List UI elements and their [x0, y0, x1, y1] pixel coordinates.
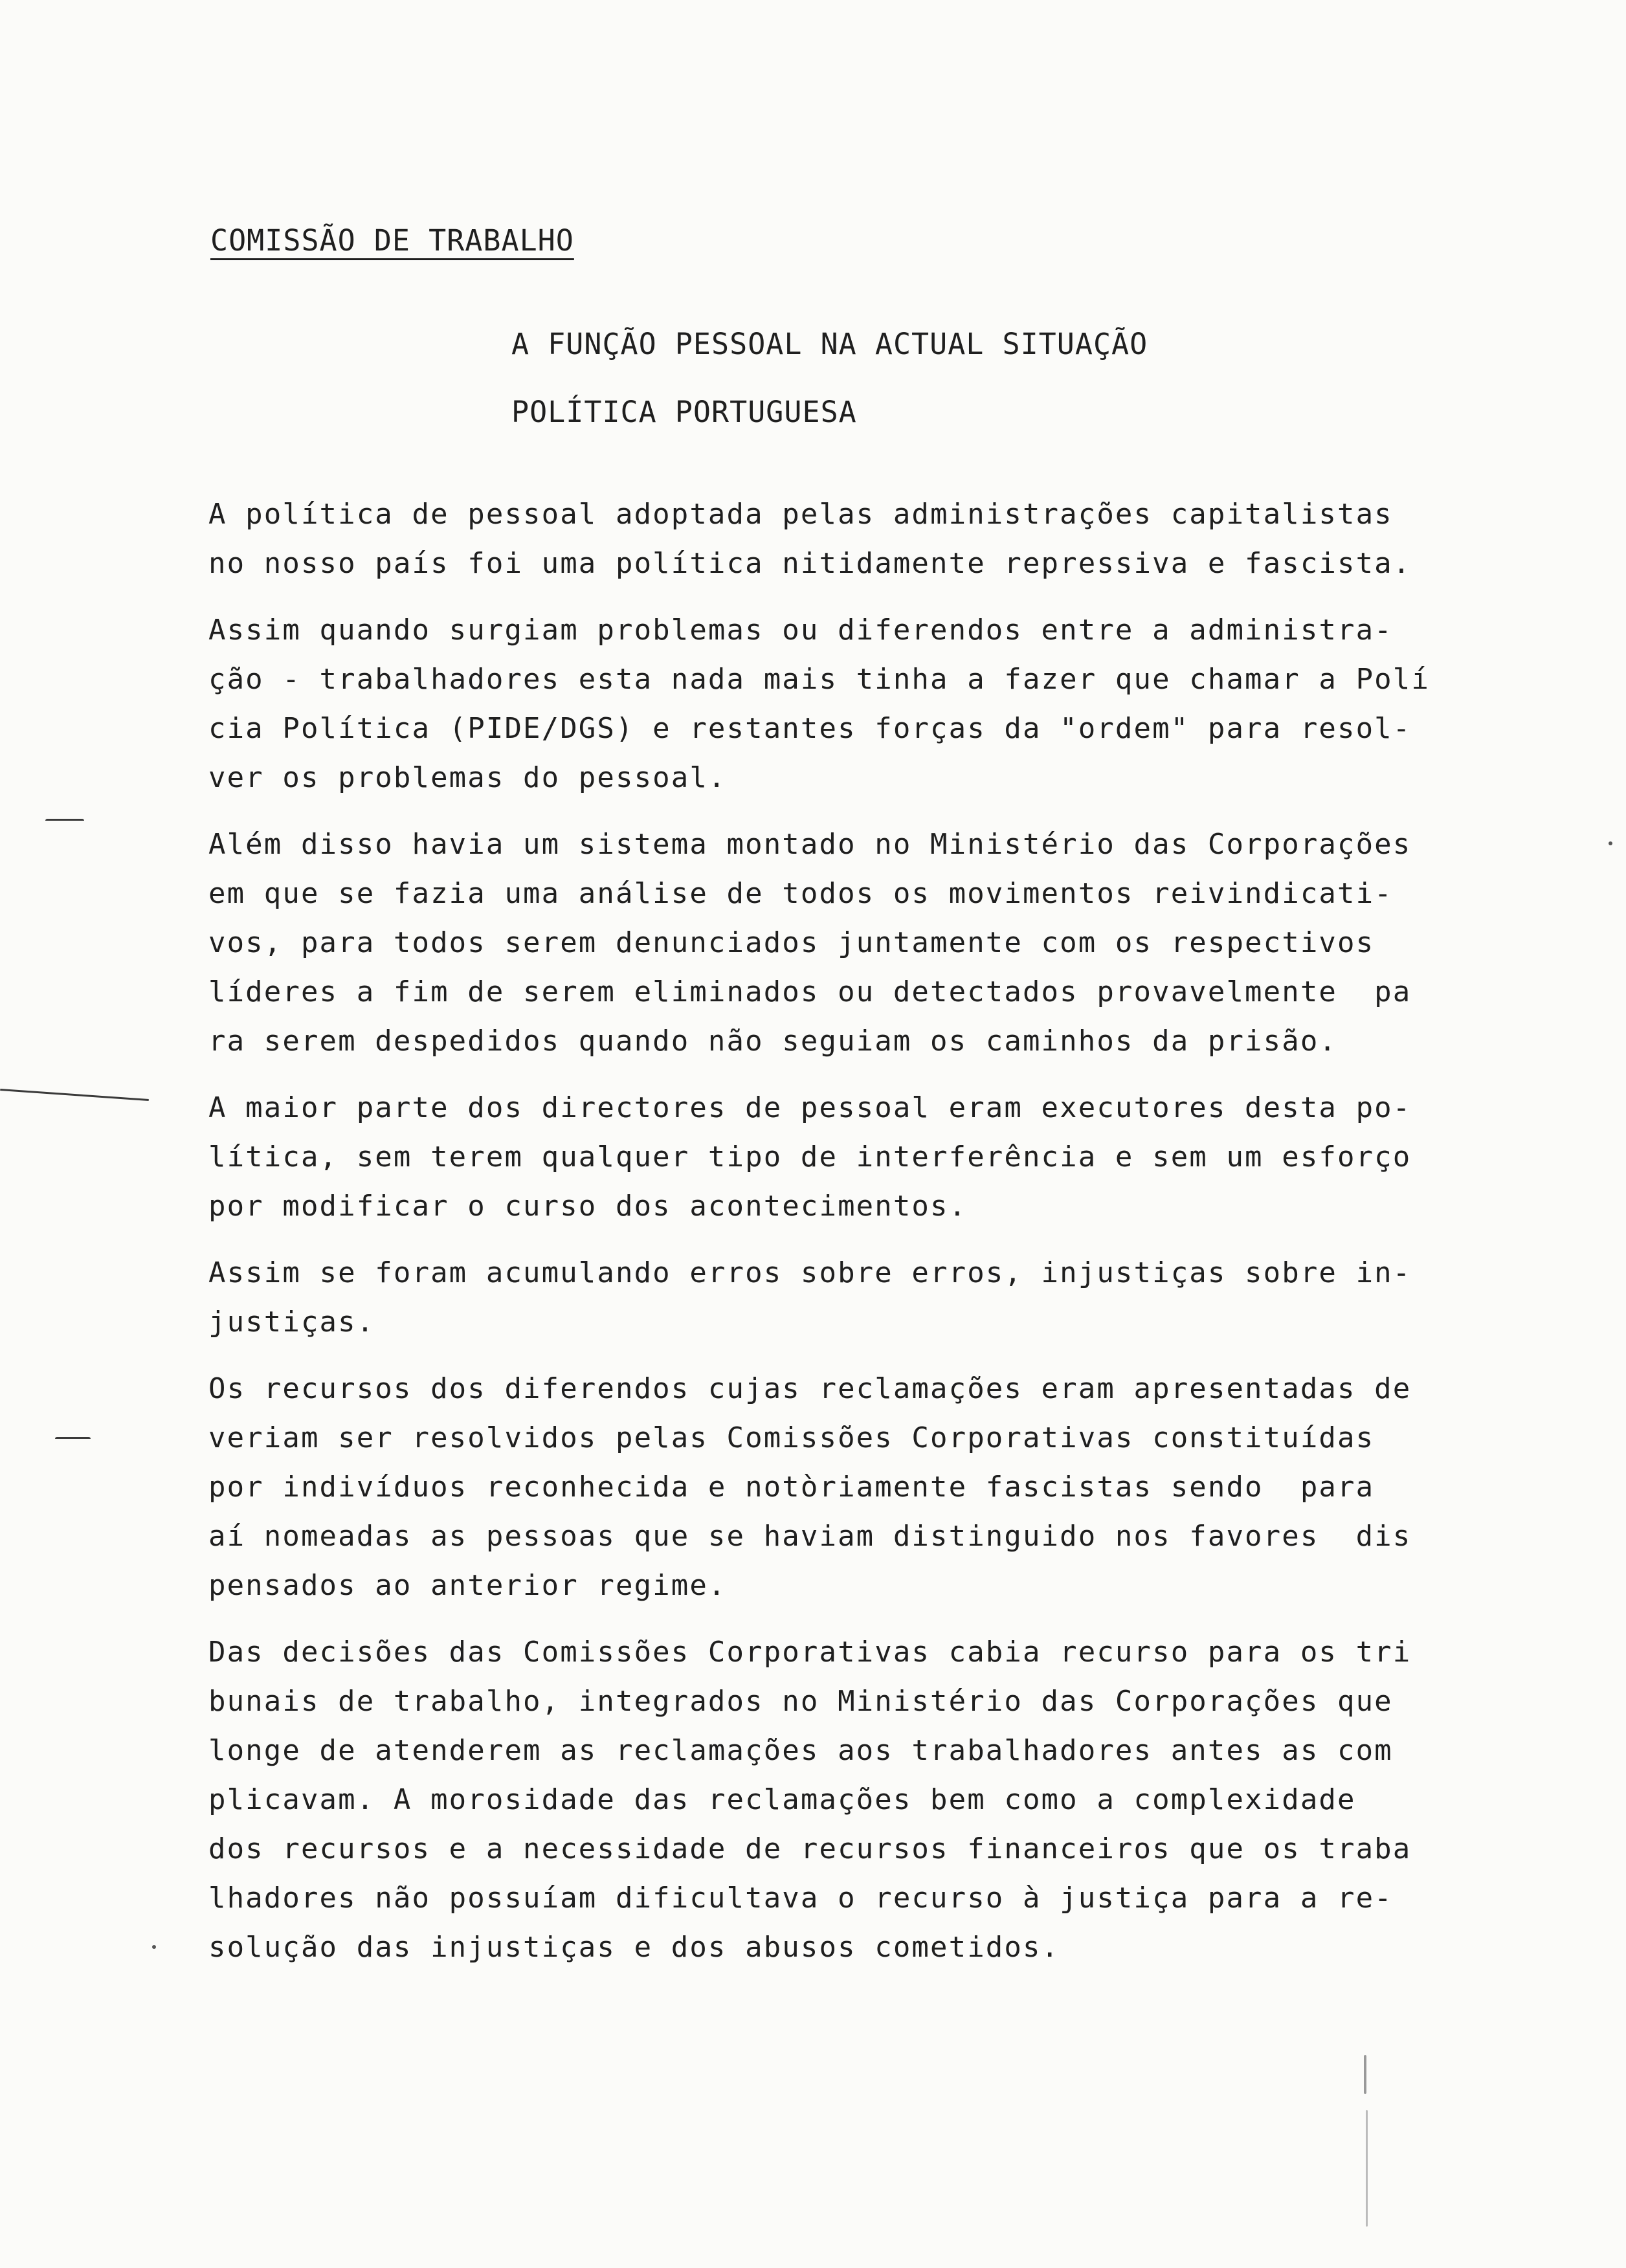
document-body	[208, 490, 1516, 1990]
document-title-line-1: A FUNÇÃO PESSOAL NA ACTUAL SITUAÇÃO	[511, 327, 1148, 361]
scan-artifact-mark	[45, 819, 84, 821]
text-line: longe de atenderem as reclamações aos trabalhadores antes as com	[208, 1734, 1393, 1767]
paragraph	[208, 820, 1516, 1066]
text-line: ver os problemas do pessoal.	[208, 761, 727, 794]
text-line: plicavam. A morosidade das reclamações bem como a complexidade	[208, 1783, 1356, 1816]
scan-artifact-speck	[1366, 2110, 1368, 2227]
text-line: Além disso havia um sistema montado no Ministério das Corporações	[208, 828, 1412, 861]
text-line: líderes a fim de serem eliminados ou detectados provavelmente pa	[208, 975, 1412, 1008]
text-line: em que se fazia uma análise de todos os movimentos reivindicati-	[208, 877, 1393, 910]
scan-artifact-mark	[0, 1089, 149, 1101]
text-line: ra serem despedidos quando não seguiam os caminhos da prisão.	[208, 1025, 1338, 1058]
text-line: pensados ao anterior regime.	[208, 1569, 727, 1602]
scan-artifact-mark	[55, 1437, 91, 1439]
text-line: A maior parte dos directores de pessoal eram executores desta po-	[208, 1091, 1412, 1124]
document-title-line-2: POLÍTICA PORTUGUESA	[511, 395, 857, 429]
text-line: Assim se foram acumulando erros sobre erros, injustiças sobre in-	[208, 1256, 1412, 1289]
text-line: aí nomeadas as pessoas que se haviam distinguido nos favores dis	[208, 1520, 1412, 1553]
text-line: ção - trabalhadores esta nada mais tinha a fazer que chamar a Polí	[208, 663, 1430, 696]
paragraph	[208, 1364, 1516, 1610]
text-line: veriam ser resolvidos pelas Comissões Corporativas constituídas	[208, 1421, 1375, 1454]
scan-artifact-speck	[1364, 2055, 1366, 2094]
text-line: lítica, sem terem qualquer tipo de interferência e sem um esforço	[208, 1140, 1412, 1173]
text-line: solução das injustiças e dos abusos cometidos.	[208, 1931, 1060, 1964]
text-line: dos recursos e a necessidade de recursos financeiros que os traba	[208, 1832, 1412, 1865]
text-line: A política de pessoal adoptada pelas administrações capitalistas	[208, 498, 1393, 531]
text-line: lhadores não possuíam dificultava o recurso à justiça para a re-	[208, 1882, 1393, 1915]
paragraph	[208, 490, 1516, 588]
paragraph	[208, 1084, 1516, 1231]
text-line: por modificar o curso dos acontecimentos.	[208, 1190, 968, 1223]
text-line: justiças.	[208, 1306, 375, 1339]
text-line: Assim quando surgiam problemas ou diferendos entre a administra-	[208, 614, 1393, 647]
text-line: por indivíduos reconhecida e notòriamente fascistas sendo para	[208, 1471, 1375, 1504]
paragraph	[208, 606, 1516, 803]
scan-artifact-speck	[1609, 841, 1612, 845]
text-line: vos, para todos serem denunciados juntamente com os respectivos	[208, 926, 1375, 959]
scan-artifact-speck	[152, 1945, 156, 1949]
document-header: COMISSÃO DE TRABALHO	[210, 223, 574, 258]
text-line: cia Política (PIDE/DGS) e restantes forças da "ordem" para resol-	[208, 712, 1412, 745]
paragraph	[208, 1249, 1516, 1347]
paragraph	[208, 1628, 1516, 1972]
text-line: Das decisões das Comissões Corporativas cabia recurso para os tri	[208, 1636, 1412, 1669]
text-line: Os recursos dos diferendos cujas reclamações eram apresentadas de	[208, 1372, 1412, 1405]
text-line: bunais de trabalho, integrados no Ministério das Corporações que	[208, 1685, 1393, 1718]
text-line: no nosso país foi uma política nitidamente repressiva e fascista.	[208, 547, 1412, 580]
